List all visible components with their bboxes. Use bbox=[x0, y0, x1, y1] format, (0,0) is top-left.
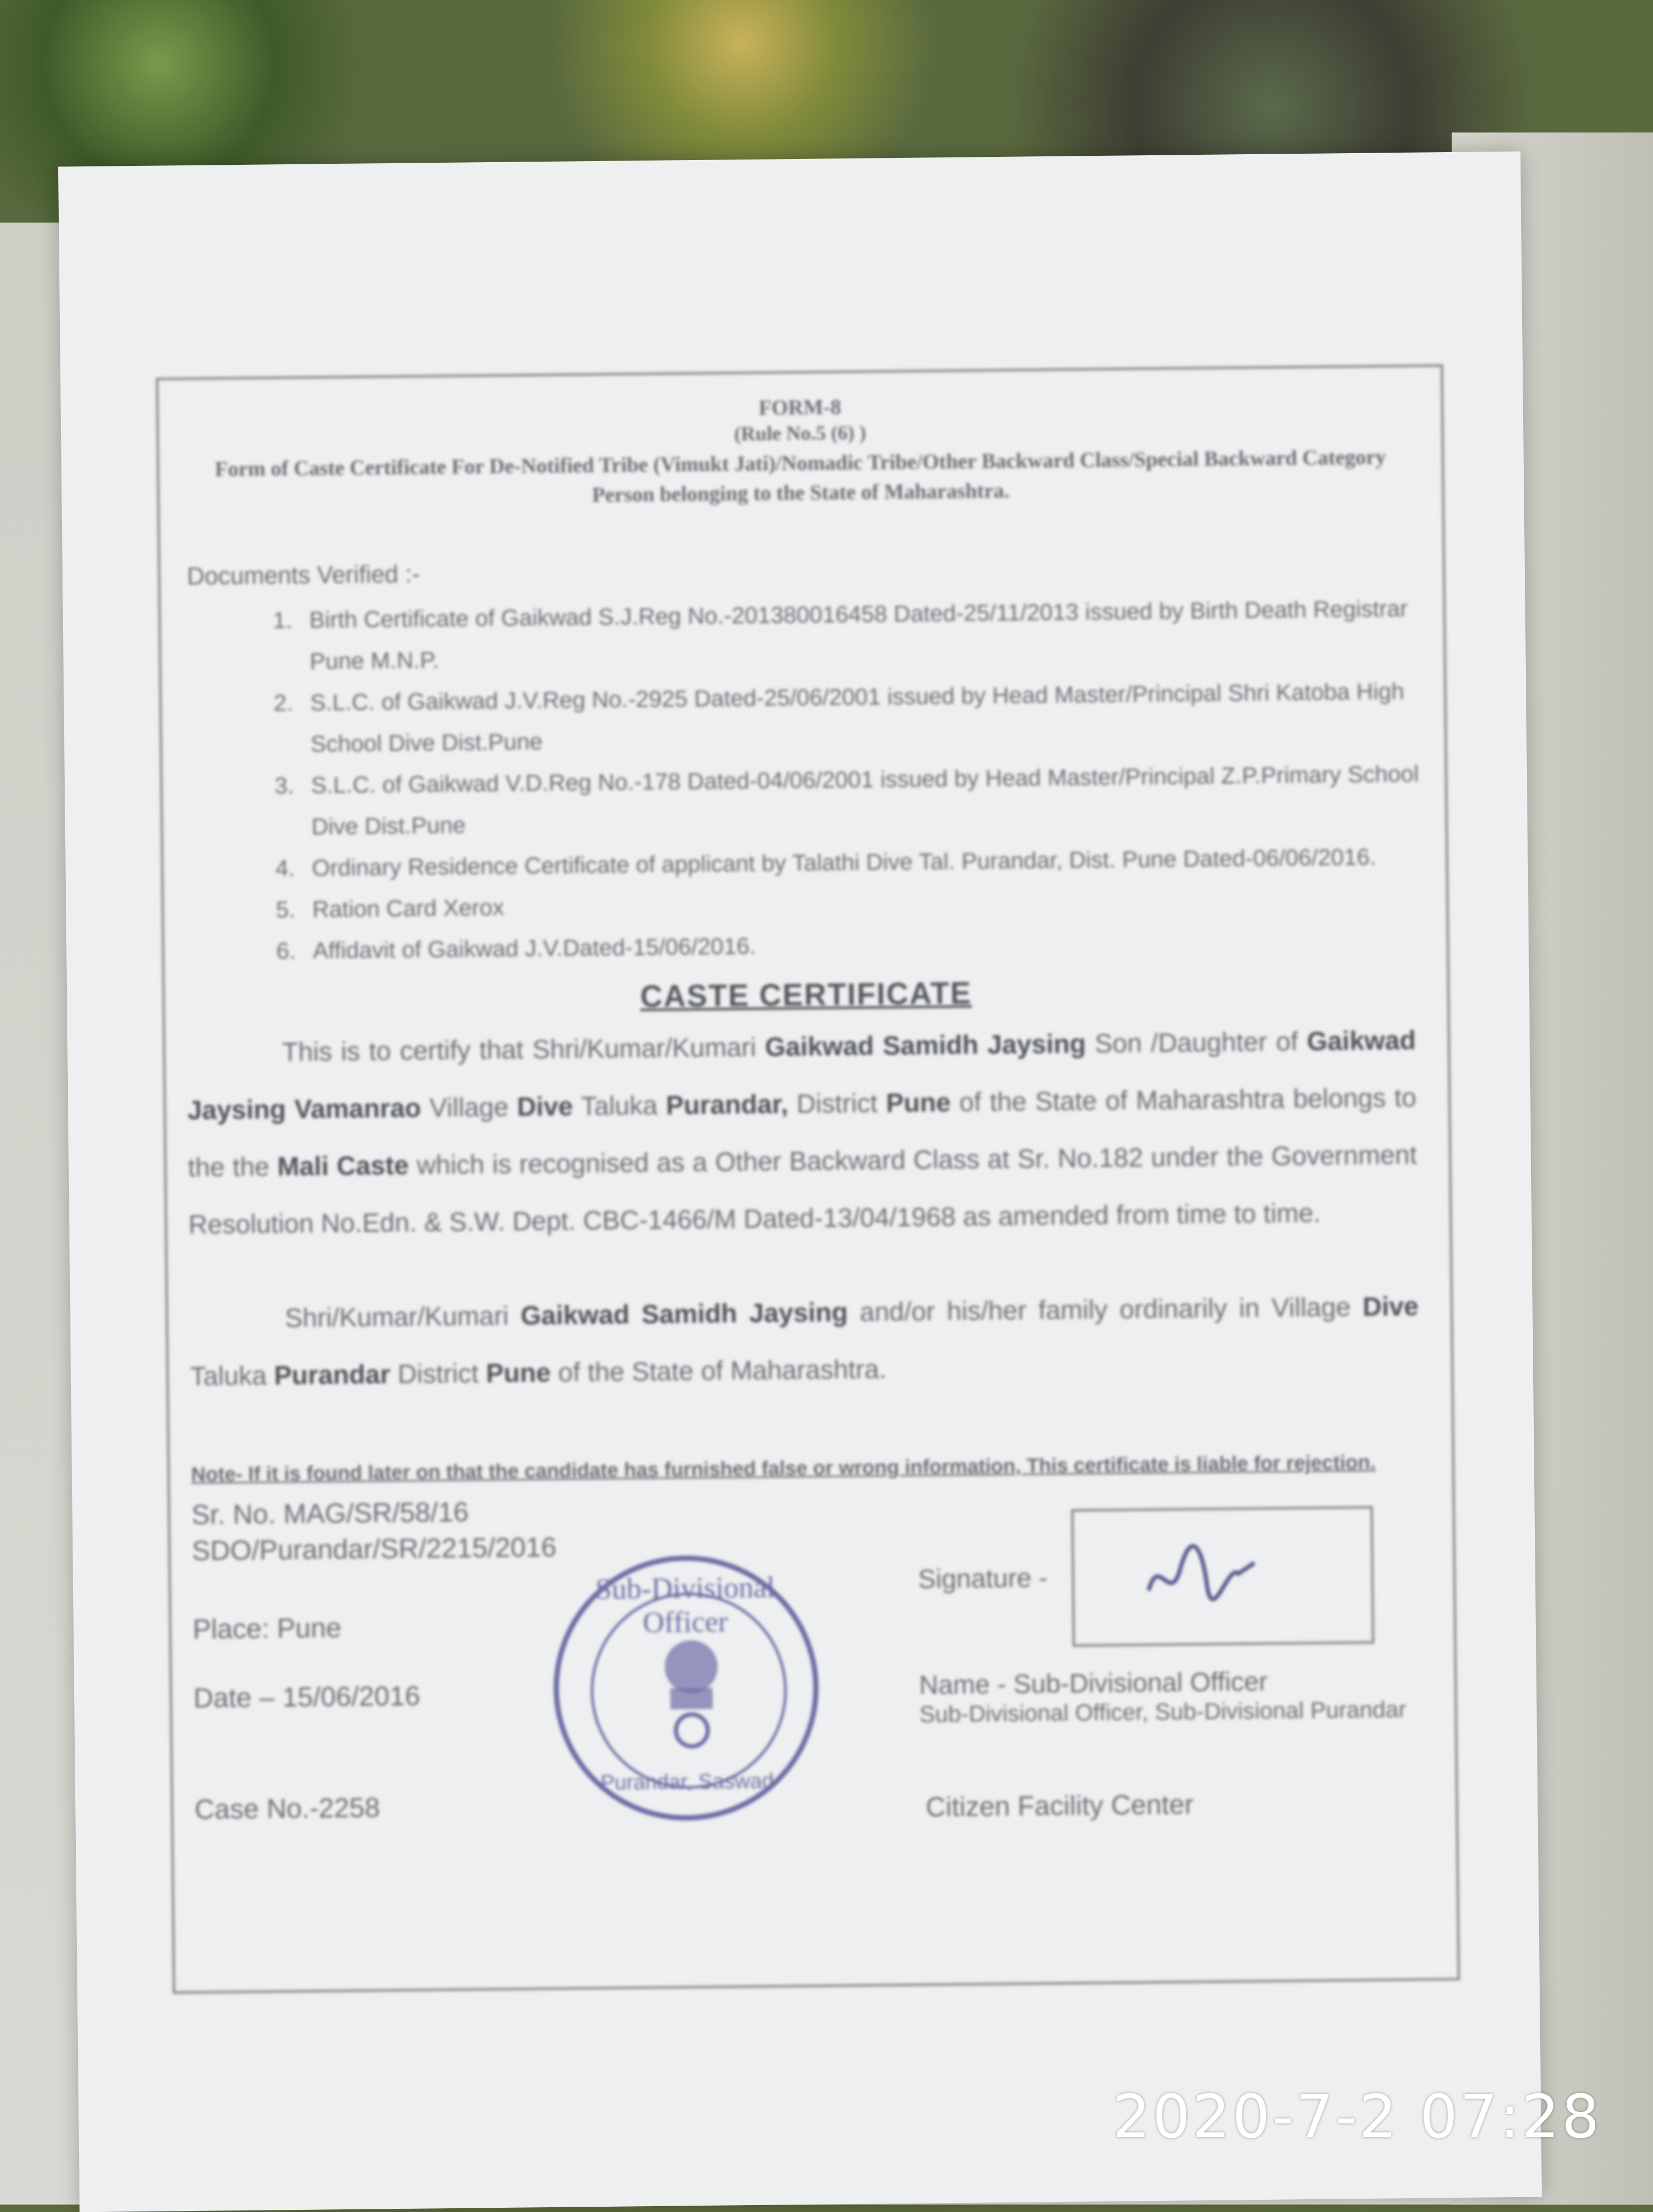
taluka: Purandar bbox=[273, 1359, 391, 1391]
sdo-number: SDO/Purandar/SR/2215/2016 bbox=[191, 1532, 557, 1567]
applicant-name: Gaikwad Samidh Jaysing bbox=[765, 1029, 1086, 1062]
certificate-title: CASTE CERTIFICATE bbox=[640, 976, 972, 1014]
document-item: 6. Affidavit of Gaikwad J.V.Dated-15/06/2016. bbox=[302, 918, 1447, 972]
form-number: FORM-8 bbox=[758, 395, 841, 420]
caste: Mali Caste bbox=[277, 1150, 409, 1182]
text: This is to certify that Shri/Kumar/Kumari bbox=[282, 1032, 757, 1067]
text: of the State of Maharashtra belongs to the the bbox=[188, 1082, 1417, 1183]
text: Shri/Kumar/Kumari bbox=[285, 1300, 509, 1333]
father-name: Gaikwad Jaysing Vamanrao bbox=[187, 1025, 1416, 1126]
photo-timestamp: 2020-7-2 07:28 bbox=[1113, 2083, 1602, 2152]
text: Village bbox=[429, 1092, 509, 1123]
national-emblem-icon bbox=[648, 1634, 734, 1752]
document-item: 2. S.L.C. of Gaikwad J.V.Reg No.-2925 Dated-25/06/2001 issued by Head Master/Principal Shri Katoba High School Dive Dist.Pune bbox=[299, 670, 1445, 765]
text: of the State of Maharashtra. bbox=[558, 1354, 887, 1387]
rule-number: (Rule No.5 (6) ) bbox=[734, 421, 866, 446]
documents-verified-label: Documents Verified :- bbox=[186, 560, 420, 590]
text: and/or his/her family ordinarily in Village bbox=[859, 1292, 1351, 1327]
seal-bottom-text: Purandar, Saswad bbox=[600, 1769, 774, 1795]
text: District bbox=[796, 1088, 878, 1119]
officer-designation: Sub-Divisional Officer, Sub-Divisional Purandar bbox=[919, 1696, 1407, 1728]
document-item: 1. Birth Certificate of Gaikwad S.J.Reg No.-201380016458 Dated-25/11/2013 issued by Birth Death Registrar Pune M.N.P. bbox=[298, 588, 1444, 683]
certificate-frame bbox=[156, 364, 1460, 1994]
note-text: Note- If it is found later on that the candidate has furnished false or wrong information, This certificate is liable for rejection. bbox=[191, 1451, 1376, 1487]
officer-name: Name - Sub-Divisional Officer bbox=[919, 1666, 1268, 1700]
serial-number: Sr. No. MAG/SR/58/16 bbox=[191, 1497, 469, 1531]
documents-list bbox=[161, 588, 1446, 973]
document-item: 3. S.L.C. of Gaikwad V.D.Reg No.-178 Dated-04/06/2001 issued by Head Master/Principal Z.P.Primary School Dive Dist.Pune bbox=[300, 753, 1446, 848]
signature-scribble bbox=[1137, 1531, 1266, 1612]
taluka: Purandar, bbox=[665, 1089, 788, 1120]
date: Date – 15/06/2016 bbox=[193, 1680, 421, 1714]
citizen-facility-center: Citizen Facility Center bbox=[926, 1789, 1194, 1823]
village: Dive bbox=[1362, 1291, 1419, 1322]
text: Son /Daughter of bbox=[1095, 1027, 1299, 1059]
footer-block bbox=[170, 1479, 1457, 1969]
district: Pune bbox=[886, 1087, 951, 1118]
text: District bbox=[397, 1358, 479, 1389]
certificate-paragraph-1 bbox=[186, 1012, 1418, 1253]
signature-label: Signature - bbox=[918, 1563, 1048, 1594]
form-title: Form of Caste Certificate For De-Notified Tribe (Vimukt Jati)/Nomadic Tribe/Other Backward Class/Special Backward Category Person belonging to the State of Maharashtra. bbox=[215, 445, 1387, 507]
official-seal bbox=[552, 1554, 820, 1822]
district: Pune bbox=[485, 1357, 551, 1388]
village: Dive bbox=[517, 1091, 573, 1122]
text: Taluka bbox=[581, 1090, 658, 1121]
document-item: 4. Ordinary Residence Certificate of applicant by Talathi Dive Tal. Purandar, Dist. Pune Dated-06/06/2016. bbox=[301, 836, 1446, 889]
reference-numbers bbox=[191, 1493, 556, 1569]
signature-box bbox=[1071, 1506, 1374, 1647]
case-number: Case No.-2258 bbox=[194, 1792, 380, 1826]
certificate-paragraph-2 bbox=[189, 1278, 1419, 1405]
seal-top-text: Sub-Divisional Officer bbox=[595, 1571, 775, 1640]
paper-sheet bbox=[58, 152, 1542, 2212]
applicant-name: Gaikwad Samidh Jaysing bbox=[520, 1297, 848, 1331]
text: which is recognised as a Other Backward Class at Sr. No.182 under the Government Resolution No.Edn. & S.W. Dept. CBC-1466/M Dated-13/04/1968 as amended from time to time. bbox=[188, 1139, 1417, 1240]
form-header bbox=[159, 388, 1442, 514]
place: Place: Pune bbox=[192, 1613, 342, 1645]
text: Taluka bbox=[190, 1360, 267, 1392]
document-item: 5. Ration Card Xerox bbox=[301, 877, 1446, 931]
